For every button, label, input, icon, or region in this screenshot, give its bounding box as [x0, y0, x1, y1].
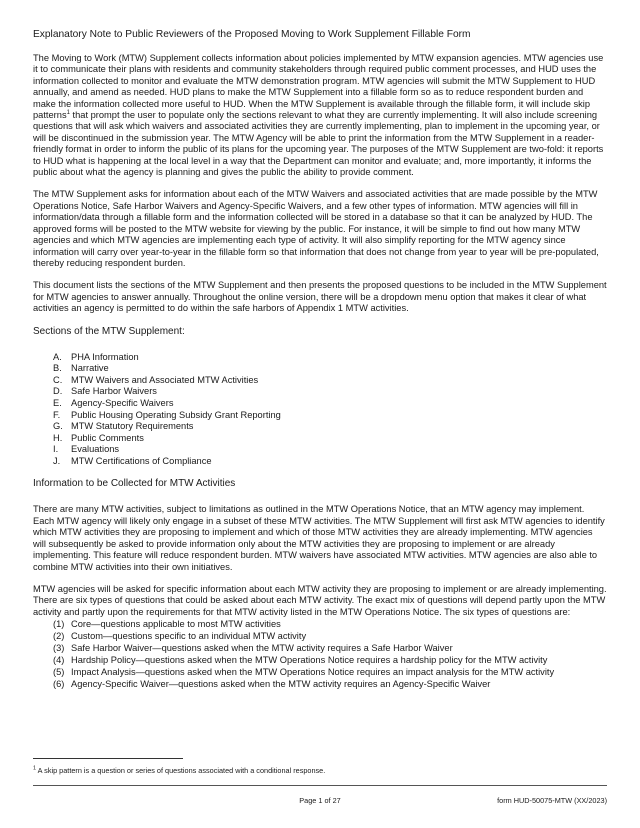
section-letter: F.: [53, 409, 61, 420]
document-title: Explanatory Note to Public Reviewers of the Proposed Moving to Work Supplement Fillable Form: [33, 29, 471, 40]
sections-list: [33, 352, 607, 468]
section-label: MTW Statutory Requirements: [71, 421, 194, 432]
activities-paragraph: There are many MTW activities, subject to limitations as outlined in the MTW Operations Notice, that an MTW agency may implement. Each MTW agency will likely only engage in a subset of these MTW activities. The MTW Supplement will first ask MTW agencies to identify which MTW activities they are proposing to implement and which of those MTW activities they are already implementing. MTW agencies will subsequently be asked to provide information only about the MTW activities they are proposing to implement or are already implementing. This feature will reduce respondent burden. MTW waivers have associated MTW activities. MTW agencies are also able to combine MTW activities into their own initiatives.: [33, 504, 605, 572]
question-type-item: [53, 666, 607, 678]
question-type-number: (6): [53, 679, 65, 690]
section-item: [53, 421, 607, 433]
section-letter: J.: [53, 455, 61, 466]
section-item: [53, 352, 607, 364]
intro-paragraph: [33, 53, 607, 178]
question-type-label: Custom—questions specific to an individual MTW activity: [71, 631, 307, 642]
section-item: [53, 363, 607, 375]
section-item: [53, 410, 607, 422]
section-item: [53, 386, 607, 398]
section-letter: G.: [53, 421, 63, 432]
section-label: Public Comments: [71, 432, 144, 443]
page-number: Page 1 of 27: [299, 796, 341, 805]
section-letter: I.: [53, 444, 59, 455]
question-type-number: (3): [53, 643, 65, 654]
sections-heading: Sections of the MTW Supplement:: [33, 325, 185, 337]
section-label: PHA Information: [71, 351, 139, 362]
footnote-number: 1: [33, 765, 37, 772]
question-types-intro: MTW agencies will be asked for specific information about each MTW activity they are proposing to implement or are already implementing. There are six types of questions that could be asked about each MTW activity. The exact mix of questions will depend partly upon the MTW activity and partly upon the requirements for that MTW activity listed in the MTW Operations Notice. The six types of questions are:: [33, 583, 607, 617]
section-item: [53, 375, 607, 387]
section-letter: A.: [53, 351, 62, 362]
question-type-label: Safe Harbor Waiver—questions asked when the MTW activity requires a Safe Harbor Waiver: [71, 643, 453, 654]
document-scope-paragraph: This document lists the sections of the MTW Supplement and then presents the proposed questions to be included in the MTW Supplement for MTW agencies to answer annually. Throughout the online version, there will be a dropdown menu option that makes it clear of what activities an agency is permitted to do within the safe harbors of Appendix 1 MTW activities.: [33, 280, 607, 314]
section-letter: E.: [53, 397, 62, 408]
section-item: [53, 456, 607, 468]
supplement-paragraph: The MTW Supplement asks for information about each of the MTW Waivers and associated activities that are made possible by the MTW Operations Notice, Safe Harbor Waivers and Agency-Specific Waivers, and a few other types of information. MTW agencies will fill in information/data through a fillable form and the information collected will be stored in a database so that it can be analyzed by HUD. The approved forms will be posted to the MTW website for viewing by the public. For instance, it will be simple to find out how many MTW agencies and which MTW agencies are implementing each type of activity. It will also simplify reporting for the MTW agency since information will carry over year-to-year in the fillable form so that information that does not change from year to year will be pre-populated, thereby reducing respondent burden.: [33, 189, 599, 268]
section-label: Evaluations: [71, 444, 120, 455]
section-item: [53, 433, 607, 445]
question-type-number: (1): [53, 619, 65, 630]
section-item: [53, 398, 607, 410]
question-type-number: (2): [53, 631, 65, 642]
section-label: Public Housing Operating Subsidy Grant Reporting: [71, 409, 281, 420]
section-letter: B.: [53, 363, 62, 374]
section-item: [53, 444, 607, 456]
section-label: MTW Certifications of Compliance: [71, 455, 212, 466]
question-type-item: [53, 678, 607, 690]
intro-text-a: The Moving to Work (MTW) Supplement collects information about policies implemented by MTW expansion agencies. MTW agencies use it to communicate their plans with residents and community stakeholders through required public comment processes, and HUD uses the information collected to monitor and evaluate the MTW demonstration program. MTW agencies will submit the MTW Supplement to HUD annually, and amend as needed. HUD plans to make the MTW Supplement into a fillable form so as to reduce respondent burden and make the information collected more useful to HUD. When the MTW Supplement is available through the fillable form, it will include skip patterns: [33, 53, 604, 121]
section-label: Narrative: [71, 363, 109, 374]
footnote-divider: [33, 758, 183, 759]
section-letter: C.: [53, 374, 63, 385]
footer-divider: [33, 785, 607, 786]
question-type-label: Hardship Policy—questions asked when the MTW Operations Notice requires a hardship policy for the MTW activity: [71, 655, 548, 666]
section-letter: D.: [53, 386, 63, 397]
section-label: Safe Harbor Waivers: [71, 386, 157, 397]
question-types-list: [33, 618, 607, 690]
section-label: Agency-Specific Waivers: [71, 397, 174, 408]
question-type-label: Agency-Specific Waiver—questions asked when the MTW activity requires an Agency-Specific Waiver: [71, 679, 491, 690]
intro-text-b: that prompt the user to populate only the sections relevant to what they are currently implementing. It will also include screening questions that will ask which waivers and associated activities they are currently implementing, plan to implement in the upcoming year, or will be discontinued in the submission year. The MTW Agency will be able to print the information from the MTW Supplement in a reader-friendly format in order to inform the public of its plans for the upcoming year. The purposes of the MTW Supplement are two-fold: it reports to HUD what is happening at the local level in a way that the Department can monitor and evaluate; and, more importantly, it informs the public about what the agency is planning and gives the public the ability to provide comment.: [33, 110, 604, 178]
section-label: MTW Waivers and Associated MTW Activities: [71, 374, 259, 385]
footnote-text: A skip pattern is a question or series of questions associated with a conditional response.: [36, 766, 326, 775]
info-heading: Information to be Collected for MTW Activities: [33, 478, 236, 490]
question-type-item: [53, 642, 607, 654]
question-type-item: [53, 618, 607, 630]
footnote-ref[interactable]: 1: [66, 109, 70, 116]
question-type-item: [53, 630, 607, 642]
question-type-item: [53, 654, 607, 666]
question-type-label: Impact Analysis—questions asked when the MTW Operations Notice requires an impact analysis for the MTW activity: [71, 667, 555, 678]
question-type-label: Core—questions applicable to most MTW activities: [71, 619, 281, 630]
footnote: [33, 766, 325, 775]
question-type-number: (4): [53, 655, 65, 666]
form-identifier: form HUD-50075-MTW (XX/2023): [497, 796, 607, 805]
section-letter: H.: [53, 432, 63, 443]
question-type-number: (5): [53, 667, 65, 678]
document-body: [33, 28, 607, 690]
